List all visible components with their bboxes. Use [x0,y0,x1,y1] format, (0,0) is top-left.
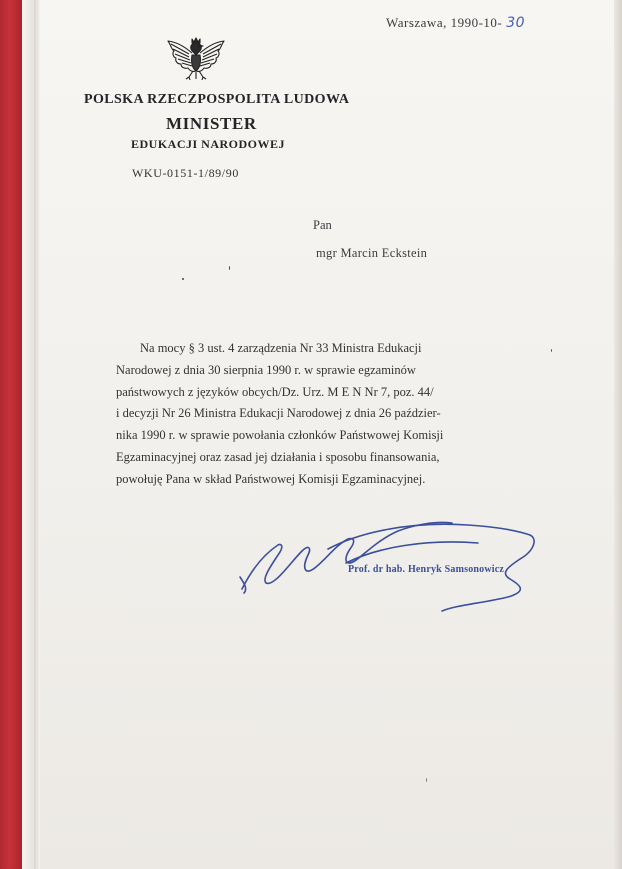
recipient-name: mgr Marcin Eckstein [316,246,428,260]
header-minister: MINISTER [166,114,257,133]
body-line: Na mocy § 3 ust. 4 zarządzenia Nr 33 Ministra Edukacji [140,341,422,355]
reference-number: WKU-0151-1/89/90 [132,166,239,180]
ribbon-red-stripe [0,0,22,869]
body-line: Egzaminacyjnej oraz zasad jej działania i sposobu finansowania, [116,449,440,464]
body-line: i decyzji Nr 26 Ministra Edukacji Narodowej z dnia 26 paździer- [116,406,441,421]
paper-edge [614,0,622,869]
signatory-stamp: Prof. dr hab. Henryk Samsonowicz [348,564,505,575]
paper-speck [182,278,184,280]
letter-body [116,338,536,491]
body-line: państwowych z języków obcych/Dz. Urz. M E N Nr 7, poz. 44/ [116,384,434,399]
ribbon-white-stripe [22,0,34,869]
header-country: POLSKA RZECZPOSPOLITA LUDOWA [84,92,350,107]
date-prefix: Warszawa, 1990-10- [386,15,503,30]
paper-speck [551,349,552,352]
eagle-emblem-icon [165,33,227,85]
date-day-handwritten: 30 [506,15,526,31]
header-ministry: EDUKACJI NARODOWEJ [131,137,286,151]
recipient-salutation: Pan [313,218,332,232]
letter-date [386,15,525,31]
body-line: nika 1990 r. w sprawie powołania członków Państwowej Komisji [116,428,444,443]
body-line: powołuję Pana w skład Państwowej Komisji Egzaminacyjnej. [116,471,426,486]
paper-speck [426,778,427,782]
paper-speck [229,266,230,270]
body-line: Narodowej z dnia 30 sierpnia 1990 r. w sprawie egzaminów [116,362,416,377]
